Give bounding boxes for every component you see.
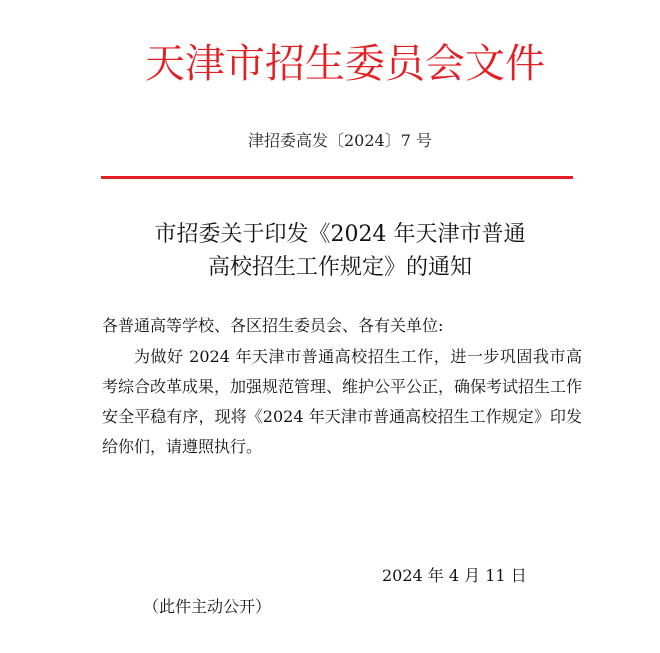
red-divider: [101, 176, 573, 179]
notice-title: [0, 218, 660, 284]
notice-title-line-2: 高校招生工作规定》的通知: [207, 255, 472, 280]
document-number: 津招委高发〔2024〕7 号: [248, 131, 432, 150]
disclosure-note: （此件主动公开）: [143, 597, 272, 616]
issue-date: 2024 年 4 月 11 日: [382, 566, 527, 585]
issuer-title: 天津市招生委员会文件: [145, 41, 545, 87]
body-paragraph: 为做好 2024 年天津市普通高校招生工作，进一步巩固我市高考综合改革成果，加强规范管理、维护公平公正，确保考试招生工作安全平稳有序，现将《2024 年天津市普通高校招生工作规定》印发给你们，请遵照执行。: [102, 347, 583, 456]
salutation: 各普通高等学校、各区招生委员会、各有关单位:: [102, 316, 444, 335]
notice-title-line-1: 市招委关于印发《2024 年天津市普通: [154, 222, 526, 247]
